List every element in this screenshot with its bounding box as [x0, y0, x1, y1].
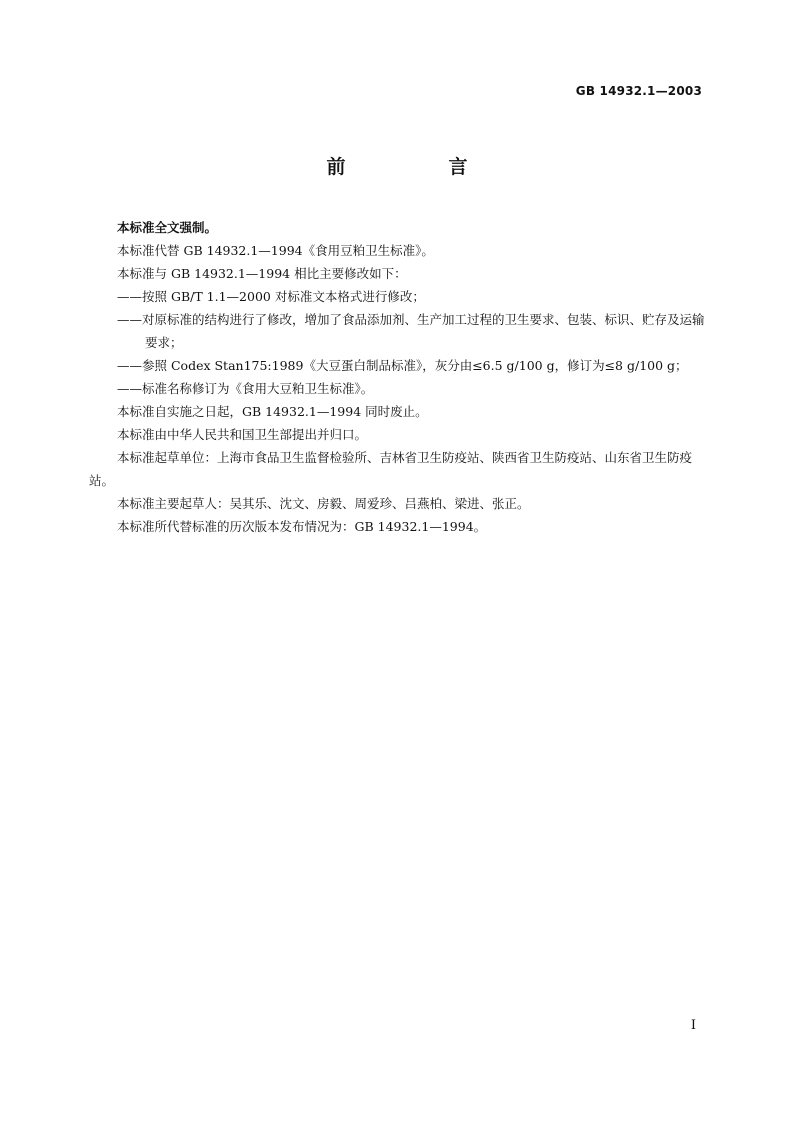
- paragraph-mandatory: 本标准全文强制。: [117, 220, 218, 235]
- list-item-change-structure: ——对原标准的结构进行了修改，增加了食品添加剂、生产加工过程的卫生要求、包装、标识、贮存及运输要求；: [117, 312, 705, 350]
- paragraph-abolish: 本标准自实施之日起，GB 14932.1—1994 同时废止。: [117, 404, 428, 419]
- list-item-change-format: ——按照 GB/T 1.1—2000 对标准文本格式进行修改；: [117, 289, 425, 304]
- paragraph-drafting-units: 本标准起草单位：上海市食品卫生监督检验所、吉林省卫生防疫站、陕西省卫生防疫站、山东省卫生防疫站。: [89, 450, 693, 488]
- paragraph-changes-intro: 本标准与 GB 14932.1—1994 相比主要修改如下：: [117, 266, 407, 281]
- list-item-change-ash: ——参照 Codex Stan175:1989《大豆蛋白制品标准》，灰分由≤6.5 g/100 g，修订为≤8 g/100 g；: [117, 358, 688, 373]
- foreword-content: [89, 216, 705, 538]
- paragraph-drafters: 本标准主要起草人：吴其乐、沈文、房毅、周爱珍、吕燕柏、梁进、张正。: [117, 496, 530, 511]
- paragraph-replaces: 本标准代替 GB 14932.1—1994《食用豆粕卫生标准》。: [117, 243, 434, 258]
- paragraph-history: 本标准所代替标准的历次版本发布情况为：GB 14932.1—1994。: [117, 519, 487, 534]
- page-number: I: [690, 1018, 696, 1033]
- list-item-change-name: ——标准名称修订为《食用大豆粕卫生标准》。: [117, 381, 374, 396]
- page-title: 前 言: [326, 156, 510, 178]
- paragraph-proposed-by: 本标准由中华人民共和国卫生部提出并归口。: [117, 427, 368, 442]
- standard-code-header: GB 14932.1—2003: [575, 84, 702, 98]
